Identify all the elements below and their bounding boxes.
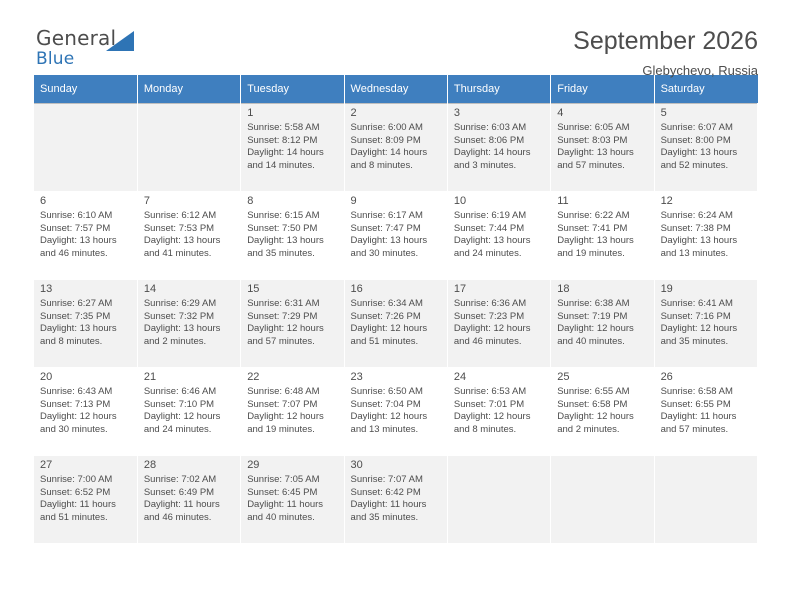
- day-number: 26: [660, 371, 673, 383]
- day-sun-info: [144, 386, 235, 436]
- day-info-line: Sunrise: 6:22 AM: [557, 210, 630, 221]
- calendar-day-cell[interactable]: [344, 192, 447, 280]
- day-info-line: Sunset: 7:35 PM: [40, 310, 111, 322]
- day-number: 2: [350, 107, 357, 119]
- day-info-line: Sunset: 6:52 PM: [40, 486, 111, 498]
- day-info-line: and 35 minutes.: [660, 335, 729, 347]
- weekday-header-row: [34, 75, 758, 104]
- logo-triangle-icon: [106, 31, 134, 51]
- day-info-line: Sunrise: 6:58 AM: [660, 386, 733, 397]
- title-block: [573, 28, 758, 78]
- day-sun-info: [40, 474, 132, 524]
- calendar-day-cell[interactable]: [654, 368, 757, 456]
- day-info-line: and 35 minutes.: [247, 247, 315, 259]
- day-sun-info: [247, 474, 338, 524]
- day-info-line: Sunset: 7:01 PM: [453, 398, 525, 410]
- day-info-line: and 8 minutes.: [453, 423, 517, 435]
- day-info-line: Sunset: 7:41 PM: [557, 222, 628, 234]
- day-info-line: Daylight: 13 hours: [557, 235, 634, 247]
- day-info-line: Sunrise: 6:46 AM: [143, 386, 217, 397]
- day-info-line: Sunrise: 6:41 AM: [660, 298, 733, 309]
- day-info-line: and 57 minutes.: [557, 159, 625, 171]
- calendar-week-row: [34, 280, 758, 368]
- calendar-day-cell[interactable]: [241, 456, 344, 544]
- day-info-line: and 2 minutes.: [557, 423, 620, 435]
- day-info-line: Sunrise: 7:05 AM: [247, 474, 320, 485]
- day-info-line: Sunrise: 6:31 AM: [247, 298, 320, 309]
- day-number: 16: [350, 283, 363, 295]
- day-sun-info: [454, 210, 545, 260]
- day-info-line: Daylight: 13 hours: [350, 235, 428, 247]
- day-info-line: Sunrise: 6:17 AM: [350, 210, 423, 221]
- day-info-line: Sunrise: 5:58 AM: [247, 122, 320, 133]
- day-info-line: Sunset: 8:00 PM: [660, 134, 731, 146]
- day-sun-info: [144, 474, 235, 524]
- day-sun-info: [40, 298, 132, 348]
- day-number: 20: [40, 371, 53, 383]
- day-info-line: Sunrise: 6:19 AM: [453, 210, 527, 221]
- day-info-line: Sunset: 7:32 PM: [143, 310, 215, 322]
- day-info-line: and 24 minutes.: [143, 423, 212, 435]
- calendar-day-cell[interactable]: [241, 192, 344, 280]
- day-sun-info: [557, 386, 648, 436]
- day-info-line: Sunrise: 6:50 AM: [350, 386, 423, 397]
- day-info-line: Daylight: 14 hours: [453, 147, 531, 159]
- weekday-header-friday: Friday: [551, 75, 654, 104]
- day-info-line: Sunrise: 6:55 AM: [557, 386, 630, 397]
- day-info-line: Sunset: 8:03 PM: [557, 134, 628, 146]
- day-number: 23: [350, 371, 363, 383]
- day-info-line: Daylight: 12 hours: [143, 411, 221, 423]
- day-number: 27: [40, 459, 53, 471]
- day-sun-info: [351, 386, 442, 436]
- day-number: 25: [557, 371, 570, 383]
- day-info-line: and 2 minutes.: [143, 335, 207, 347]
- day-info-line: Sunset: 6:45 PM: [247, 486, 318, 498]
- day-info-line: Daylight: 14 hours: [247, 147, 324, 159]
- day-number: 5: [660, 107, 667, 119]
- calendar-day-cell[interactable]: [34, 456, 137, 544]
- day-info-line: Sunrise: 6:53 AM: [453, 386, 527, 397]
- calendar-day-cell[interactable]: [241, 104, 344, 192]
- day-info-line: and 41 minutes.: [143, 247, 212, 259]
- calendar-day-cell[interactable]: [137, 368, 240, 456]
- sunrise-sunset-calendar: [34, 75, 758, 544]
- day-info-line: Daylight: 11 hours: [143, 499, 220, 511]
- day-number: 15: [247, 283, 260, 295]
- page-header: [34, 0, 758, 78]
- calendar-body: [34, 104, 758, 544]
- day-sun-info: [247, 210, 338, 260]
- day-sun-info: [247, 386, 338, 436]
- logo-text-general: General: [36, 26, 117, 50]
- day-sun-info: [351, 474, 442, 524]
- day-sun-info: [454, 298, 545, 348]
- day-info-line: and 52 minutes.: [660, 159, 729, 171]
- day-info-line: and 40 minutes.: [557, 335, 625, 347]
- day-sun-info: [247, 298, 338, 348]
- day-sun-info: [454, 122, 545, 172]
- calendar-day-cell[interactable]: [34, 192, 137, 280]
- day-sun-info: [40, 210, 132, 260]
- day-info-line: Daylight: 12 hours: [557, 323, 634, 335]
- day-number: 30: [350, 459, 363, 471]
- day-number: 3: [453, 107, 460, 119]
- day-info-line: Sunrise: 6:07 AM: [660, 122, 733, 133]
- day-info-line: Sunset: 7:13 PM: [40, 398, 111, 410]
- calendar-day-cell[interactable]: [137, 456, 240, 544]
- day-info-line: Daylight: 14 hours: [350, 147, 428, 159]
- day-info-line: Sunrise: 6:12 AM: [143, 210, 217, 221]
- day-info-line: and 51 minutes.: [350, 335, 419, 347]
- day-info-line: and 3 minutes.: [453, 159, 517, 171]
- day-sun-info: [144, 210, 235, 260]
- day-info-line: Sunrise: 6:43 AM: [40, 386, 113, 397]
- day-info-line: and 8 minutes.: [350, 159, 413, 171]
- day-info-line: and 13 minutes.: [350, 423, 419, 435]
- day-info-line: Daylight: 11 hours: [247, 499, 324, 511]
- day-number: 6: [40, 195, 47, 207]
- calendar-day-cell[interactable]: [551, 280, 654, 368]
- calendar-day-cell[interactable]: [551, 368, 654, 456]
- calendar-day-cell[interactable]: [241, 280, 344, 368]
- day-info-line: Daylight: 13 hours: [660, 147, 738, 159]
- calendar-week-row: [34, 104, 758, 192]
- day-sun-info: [351, 298, 442, 348]
- day-number: 11: [557, 195, 569, 207]
- day-info-line: Daylight: 13 hours: [247, 235, 324, 247]
- logo-text-blue: Blue: [36, 49, 75, 69]
- calendar-week-row: [34, 456, 758, 544]
- day-info-line: Sunset: 7:50 PM: [247, 222, 318, 234]
- day-info-line: Daylight: 13 hours: [40, 235, 117, 247]
- day-info-line: Daylight: 12 hours: [660, 323, 738, 335]
- calendar-week-row: [34, 192, 758, 280]
- day-info-line: Daylight: 12 hours: [453, 411, 531, 423]
- day-number: 28: [143, 459, 157, 471]
- day-info-line: Sunset: 8:06 PM: [453, 134, 525, 146]
- day-number: 19: [660, 283, 673, 295]
- day-number: 13: [40, 283, 53, 295]
- weekday-header-sunday: Sunday: [34, 75, 137, 104]
- calendar-day-cell[interactable]: [447, 104, 550, 192]
- day-info-line: Sunrise: 6:00 AM: [350, 122, 423, 133]
- calendar-cell-empty: [137, 104, 240, 192]
- calendar-day-cell[interactable]: [344, 456, 447, 544]
- day-info-line: Sunset: 7:07 PM: [247, 398, 318, 410]
- day-sun-info: [661, 386, 752, 436]
- day-info-line: and 30 minutes.: [40, 423, 108, 435]
- day-info-line: Sunrise: 7:07 AM: [350, 474, 423, 485]
- calendar-day-cell[interactable]: [551, 192, 654, 280]
- day-info-line: Sunrise: 6:15 AM: [247, 210, 320, 221]
- day-info-line: Sunset: 6:49 PM: [143, 486, 215, 498]
- day-info-line: Sunset: 7:23 PM: [453, 310, 525, 322]
- calendar-day-cell[interactable]: [551, 104, 654, 192]
- day-info-line: and 57 minutes.: [660, 423, 729, 435]
- calendar-day-cell[interactable]: [137, 280, 240, 368]
- day-info-line: Daylight: 13 hours: [40, 323, 117, 335]
- day-sun-info: [247, 122, 338, 172]
- calendar-day-cell[interactable]: [447, 192, 550, 280]
- day-number: 18: [557, 283, 570, 295]
- day-info-line: Sunset: 7:16 PM: [660, 310, 731, 322]
- day-info-line: Sunset: 7:44 PM: [453, 222, 525, 234]
- calendar-day-cell[interactable]: [344, 280, 447, 368]
- day-info-line: and 14 minutes.: [247, 159, 315, 171]
- day-info-line: Daylight: 12 hours: [350, 323, 428, 335]
- weekday-header-saturday: Saturday: [654, 75, 757, 104]
- day-info-line: Daylight: 13 hours: [143, 235, 221, 247]
- day-info-line: Daylight: 13 hours: [557, 147, 634, 159]
- day-info-line: Sunrise: 6:38 AM: [557, 298, 630, 309]
- day-info-line: Sunrise: 6:03 AM: [453, 122, 527, 133]
- day-info-line: Sunset: 8:09 PM: [350, 134, 421, 146]
- day-info-line: Sunset: 7:29 PM: [247, 310, 318, 322]
- day-number: 1: [247, 107, 254, 119]
- calendar-cell-empty: [654, 456, 757, 544]
- calendar-day-cell[interactable]: [137, 192, 240, 280]
- weekday-header-thursday: Thursday: [447, 75, 550, 104]
- day-info-line: Daylight: 12 hours: [247, 323, 324, 335]
- day-info-line: Sunset: 7:47 PM: [350, 222, 421, 234]
- location-subtitle: Glebychevo, Russia: [642, 62, 758, 78]
- day-info-line: Sunset: 7:10 PM: [143, 398, 215, 410]
- calendar-day-cell[interactable]: [34, 280, 137, 368]
- calendar-day-cell[interactable]: [34, 368, 137, 456]
- day-sun-info: [557, 122, 648, 172]
- calendar-day-cell[interactable]: [654, 192, 757, 280]
- day-sun-info: [351, 122, 442, 172]
- calendar-week-row: [34, 368, 758, 456]
- day-info-line: Sunrise: 7:00 AM: [40, 474, 113, 485]
- calendar-day-cell[interactable]: [344, 368, 447, 456]
- logo: [34, 28, 116, 68]
- day-number: 24: [453, 371, 467, 383]
- calendar-day-cell[interactable]: [344, 104, 447, 192]
- calendar-day-cell[interactable]: [241, 368, 344, 456]
- day-number: 7: [143, 195, 150, 207]
- day-info-line: Daylight: 11 hours: [40, 499, 116, 511]
- day-number: 29: [247, 459, 260, 471]
- day-number: 17: [453, 283, 467, 295]
- day-info-line: and 30 minutes.: [350, 247, 419, 259]
- day-sun-info: [661, 298, 752, 348]
- day-info-line: Daylight: 12 hours: [247, 411, 324, 423]
- day-info-line: and 24 minutes.: [453, 247, 522, 259]
- day-info-line: Sunset: 7:26 PM: [350, 310, 421, 322]
- day-sun-info: [40, 386, 132, 436]
- day-info-line: Daylight: 11 hours: [350, 499, 427, 511]
- day-info-line: Sunset: 7:19 PM: [557, 310, 628, 322]
- day-info-line: Sunset: 6:55 PM: [660, 398, 731, 410]
- day-info-line: Sunrise: 6:10 AM: [40, 210, 113, 221]
- day-sun-info: [661, 210, 752, 260]
- day-sun-info: [454, 386, 545, 436]
- day-info-line: Sunrise: 6:36 AM: [453, 298, 527, 309]
- calendar-cell-empty: [551, 456, 654, 544]
- day-info-line: Daylight: 13 hours: [660, 235, 738, 247]
- day-number: 14: [143, 283, 157, 295]
- day-number: 12: [660, 195, 673, 207]
- day-info-line: Sunrise: 6:34 AM: [350, 298, 423, 309]
- day-number: 22: [247, 371, 260, 383]
- day-info-line: and 46 minutes.: [40, 247, 108, 259]
- day-number: 21: [143, 371, 157, 383]
- day-number: 9: [350, 195, 357, 207]
- day-info-line: and 51 minutes.: [40, 511, 108, 523]
- day-info-line: Sunset: 7:38 PM: [660, 222, 731, 234]
- day-info-line: and 19 minutes.: [247, 423, 315, 435]
- day-info-line: Daylight: 12 hours: [350, 411, 428, 423]
- day-info-line: and 35 minutes.: [350, 511, 419, 523]
- day-sun-info: [557, 210, 648, 260]
- day-info-line: Sunrise: 6:29 AM: [143, 298, 217, 309]
- calendar-day-cell[interactable]: [447, 368, 550, 456]
- day-info-line: Sunset: 6:42 PM: [350, 486, 421, 498]
- day-info-line: Sunset: 7:04 PM: [350, 398, 421, 410]
- weekday-header-wednesday: Wednesday: [344, 75, 447, 104]
- day-info-line: and 8 minutes.: [40, 335, 103, 347]
- day-number: 8: [247, 195, 254, 207]
- calendar-day-cell[interactable]: [447, 280, 550, 368]
- calendar-cell-empty: [447, 456, 550, 544]
- day-sun-info: [144, 298, 235, 348]
- calendar-day-cell[interactable]: [654, 104, 757, 192]
- weekday-header-monday: Monday: [137, 75, 240, 104]
- day-info-line: Sunrise: 7:02 AM: [143, 474, 217, 485]
- calendar-cell-empty: [34, 104, 137, 192]
- day-info-line: Sunset: 7:53 PM: [143, 222, 215, 234]
- day-info-line: Daylight: 12 hours: [40, 411, 117, 423]
- day-info-line: and 57 minutes.: [247, 335, 315, 347]
- day-info-line: Sunrise: 6:48 AM: [247, 386, 320, 397]
- day-sun-info: [351, 210, 442, 260]
- day-info-line: Sunrise: 6:24 AM: [660, 210, 733, 221]
- day-info-line: and 46 minutes.: [143, 511, 212, 523]
- day-number: 10: [453, 195, 467, 207]
- day-sun-info: [557, 298, 648, 348]
- day-sun-info: [661, 122, 752, 172]
- day-info-line: Sunrise: 6:27 AM: [40, 298, 113, 309]
- page-title: September 2026: [573, 27, 758, 55]
- day-info-line: Sunset: 7:57 PM: [40, 222, 111, 234]
- day-info-line: Daylight: 13 hours: [453, 235, 531, 247]
- day-info-line: Sunrise: 6:05 AM: [557, 122, 630, 133]
- weekday-header-tuesday: Tuesday: [241, 75, 344, 104]
- calendar-day-cell[interactable]: [654, 280, 757, 368]
- day-info-line: Daylight: 12 hours: [557, 411, 634, 423]
- day-info-line: Daylight: 11 hours: [660, 411, 737, 423]
- day-info-line: and 19 minutes.: [557, 247, 625, 259]
- day-info-line: Sunset: 6:58 PM: [557, 398, 628, 410]
- day-info-line: and 40 minutes.: [247, 511, 315, 523]
- day-info-line: and 13 minutes.: [660, 247, 729, 259]
- day-info-line: Daylight: 12 hours: [453, 323, 531, 335]
- day-number: 4: [557, 107, 564, 119]
- day-info-line: and 46 minutes.: [453, 335, 522, 347]
- day-info-line: Daylight: 13 hours: [143, 323, 221, 335]
- day-info-line: Sunset: 8:12 PM: [247, 134, 318, 146]
